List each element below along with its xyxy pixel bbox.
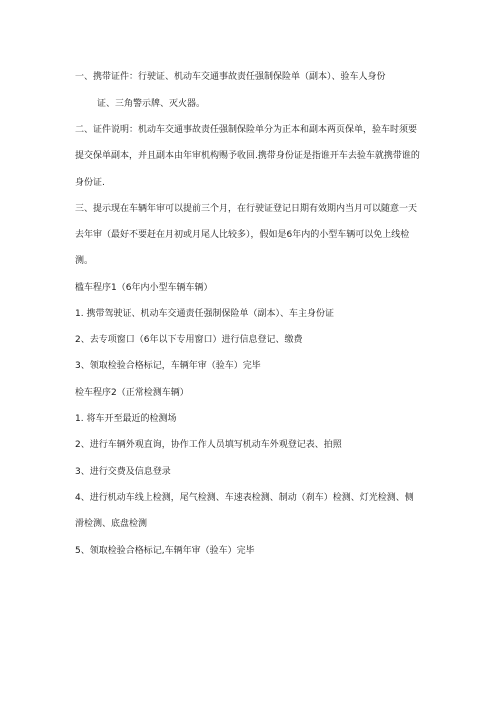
- section-3-line-2: 去年审（最好不要赶在月初或月尾人比较多），假如是6年内的小型车辆可以免上线检: [75, 230, 410, 240]
- procedure-2-step-5: 5、领取检验合格标记,车辆年审（验车）完毕: [75, 546, 255, 556]
- procedure-2-step-4-line-1: 4、进行机动车线上检测，尾气检测、车速表检测、制动（刹车）检测、灯光检测、侧: [75, 493, 414, 503]
- procedure-1-step-3: 3、领取检验合格标记，车辆年审（验车）完毕: [75, 361, 261, 371]
- procedure-2-step-2: 2、进行车辆外观直询，协作工作人员填写机动车外观登记表、拍照: [75, 440, 342, 450]
- procedure-2-step-4-line-2: 滑检测、底盘检测: [75, 519, 148, 529]
- section-3-line-3: 测。: [75, 256, 94, 266]
- procedure-2-step-3: 3、进行交费及信息登录: [75, 467, 171, 477]
- section-2-line-1: 二、证件说明：机动车交通事故责任强制保险单分为正本和副本两页保单，验车时须要: [75, 125, 418, 135]
- procedure-1-heading: 槛车程序1（6年内小型车辆车辆）: [75, 283, 213, 293]
- procedure-2-step-1: 1. 将车开至最近的检测场: [75, 414, 177, 424]
- section-1-line-2: 证、三角警示牌、灭火器。: [97, 99, 206, 109]
- procedure-2-heading: 检车程序2（正常检测车辆）: [75, 388, 189, 398]
- procedure-1-step-2: 2、去专项窗口（6年以下专用窗口）进行信息登记、缴费: [75, 335, 303, 345]
- section-1-line-1: 一、携带证件：行驶证、机动车交通事故责任强制保险单（副本）、验车人身份: [75, 72, 386, 82]
- section-3-line-1: 三、提示现在车辆年审可以提前三个月，在行驶证登记日期有效期内当月可以随意一天: [75, 204, 418, 214]
- section-2-line-3: 身份证.: [75, 178, 105, 188]
- section-2-line-2: 提交保单副本，并且副本由年审机构赐予收回.携带身份证是指谁开车去验车就携带谁的: [75, 151, 420, 161]
- procedure-1-step-1: 1. 携带驾驶证、机动车交通责任强制保险单（副本）、车主身份证: [75, 309, 334, 319]
